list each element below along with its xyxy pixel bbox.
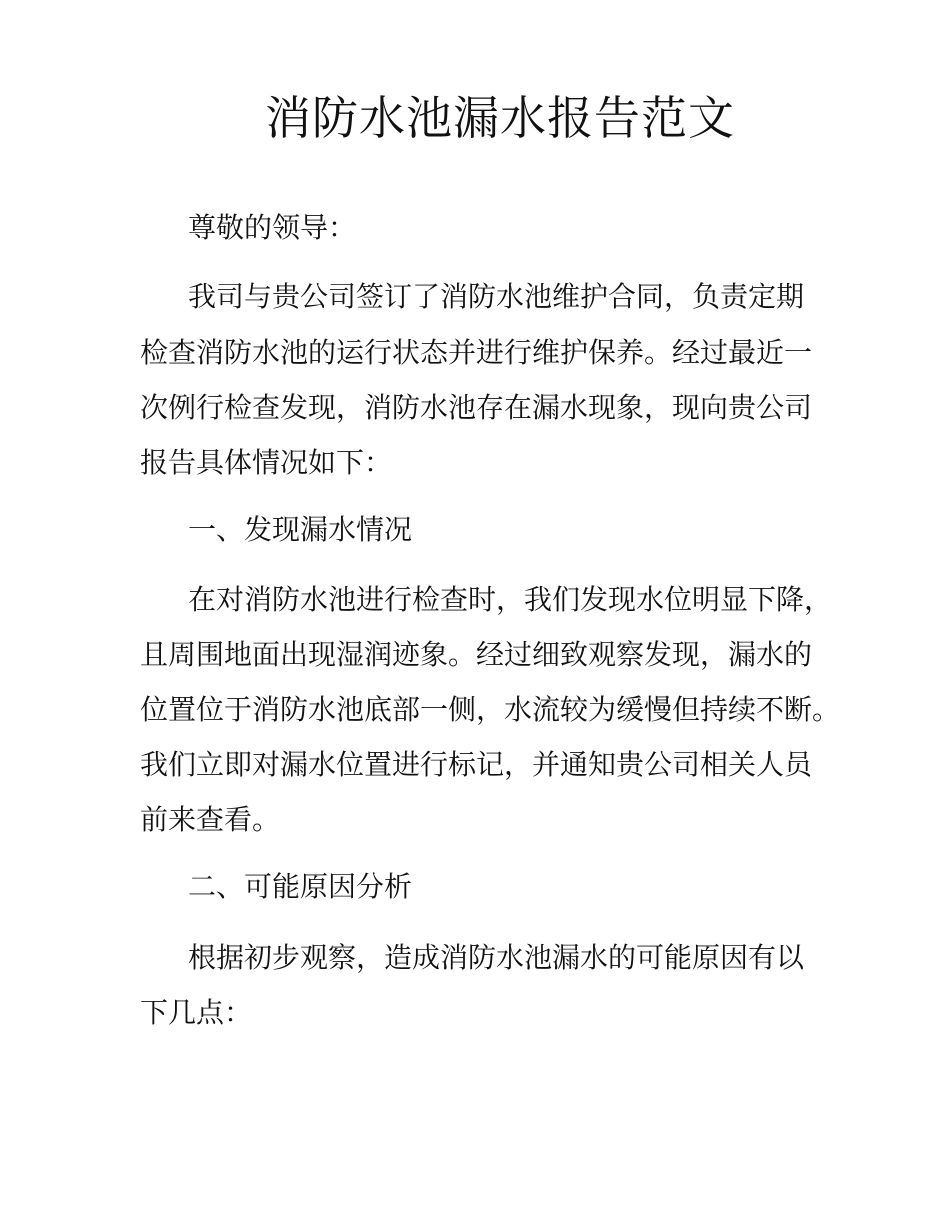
paragraph-1-line-2: 检查消防水池的运行状态并进行维护保养。经过最近一 xyxy=(140,336,813,369)
paragraph-1-line-1: 我司与贵公司签订了消防水池维护合同，负责定期 xyxy=(188,280,805,313)
document-title: 消防水池漏水报告范文 xyxy=(265,91,735,145)
paragraph-2-line-3: 位置位于消防水池底部一侧，水流较为缓慢但持续不断。 xyxy=(140,693,841,726)
section-heading-1: 一、发现漏水情况 xyxy=(188,513,413,546)
paragraph-1-line-4: 报告具体情况如下： xyxy=(140,446,393,479)
paragraph-2-line-4: 我们立即对漏水位置进行标记，并通知贵公司相关人员 xyxy=(140,748,813,781)
paragraph-1-line-3: 次例行检查发现，消防水池存在漏水现象，现向贵公司 xyxy=(140,391,813,424)
paragraph-2-line-2: 且周围地面出现湿润迹象。经过细致观察发现，漏水的 xyxy=(140,638,813,671)
paragraph-2-line-5: 前来查看。 xyxy=(140,803,281,836)
paragraph-3-line-2: 下几点： xyxy=(140,996,253,1029)
paragraph-3-line-1: 根据初步观察，造成消防水池漏水的可能原因有以 xyxy=(188,941,805,974)
paragraph-2-line-1: 在对消防水池进行检查时，我们发现水位明显下降， xyxy=(188,583,833,616)
salutation: 尊敬的领导： xyxy=(188,211,357,244)
section-heading-2: 二、可能原因分析 xyxy=(188,870,413,903)
